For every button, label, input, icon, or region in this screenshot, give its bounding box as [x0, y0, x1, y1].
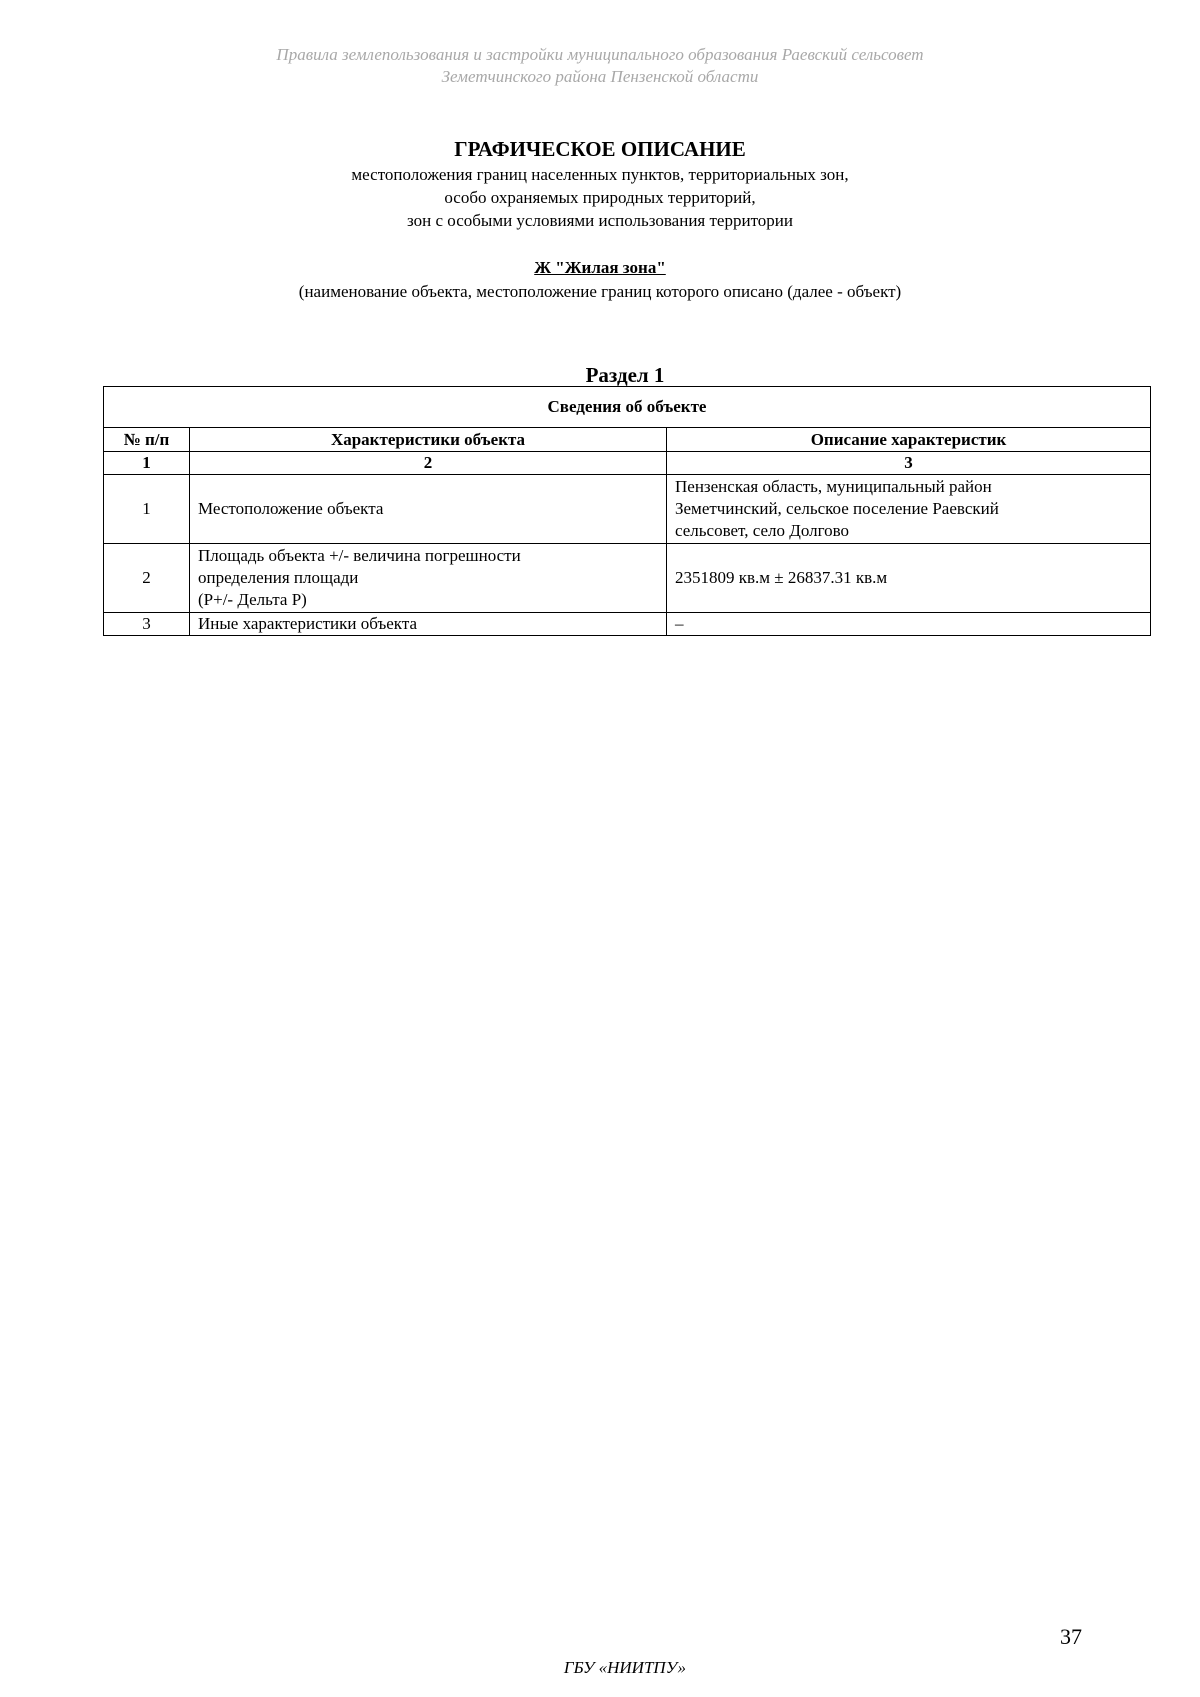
- document-subtitle: [0, 163, 1200, 232]
- row-description: [667, 613, 1151, 636]
- section-title: Раздел 1: [585, 363, 665, 387]
- index-cell-1: 1: [104, 452, 190, 475]
- table-header-row: [104, 428, 1151, 452]
- table-row: [104, 544, 1151, 613]
- row-description: [667, 544, 1151, 613]
- row-number: 1: [104, 475, 190, 544]
- running-header: [0, 44, 1200, 88]
- row-characteristic: [190, 544, 667, 613]
- row-number: 2: [104, 544, 190, 613]
- table-title-row: [104, 387, 1151, 428]
- table-index-row: [104, 452, 1151, 475]
- running-header-line-1: Правила землепользования и застройки муниципального образования Раевский сельсовет: [276, 45, 924, 64]
- index-cell-3: 3: [667, 452, 1151, 475]
- subtitle-line-1: местоположения границ населенных пунктов, территориальных зон,: [351, 165, 849, 184]
- row-characteristic-line: (P+/- Дельта P): [198, 590, 307, 609]
- table-row: [104, 475, 1151, 544]
- row-description: [667, 475, 1151, 544]
- table-title: Сведения об объекте: [104, 387, 1151, 428]
- header-characteristics: Характеристики объекта: [190, 428, 667, 452]
- row-characteristic-line: Местоположение объекта: [198, 499, 384, 518]
- running-header-line-2: Земетчинского района Пензенской области: [441, 67, 759, 86]
- row-number: 3: [104, 613, 190, 636]
- table-row: [104, 613, 1151, 636]
- row-characteristic-line: Площадь объекта +/- величина погрешности: [198, 546, 521, 565]
- row-description-line: Пензенская область, муниципальный район: [675, 477, 992, 496]
- object-name-caption: (наименование объекта, местоположение границ которого описано (далее - объект): [298, 282, 902, 301]
- row-description-line: 2351809 кв.м ± 26837.31 кв.м: [675, 568, 888, 587]
- page-number: 37: [1060, 1624, 1082, 1649]
- index-cell-2: 2: [190, 452, 667, 475]
- document-title: ГРАФИЧЕСКОЕ ОПИСАНИЕ: [454, 137, 746, 161]
- row-characteristic-line: Иные характеристики объекта: [198, 614, 418, 633]
- header-description: Описание характеристик: [667, 428, 1151, 452]
- object-name: Ж "Жилая зона": [534, 258, 666, 277]
- subtitle-line-3: зон с особыми условиями использования территории: [407, 211, 793, 230]
- object-info-table: [103, 386, 1151, 636]
- row-description-line: сельсовет, село Долгово: [675, 521, 850, 540]
- row-characteristic-line: определения площади: [198, 568, 359, 587]
- row-description-line: –: [675, 614, 684, 633]
- header-number: № п/п: [104, 428, 190, 452]
- row-description-line: Земетчинский, сельское поселение Раевский: [675, 499, 999, 518]
- row-characteristic: [190, 475, 667, 544]
- row-characteristic: [190, 613, 667, 636]
- page-footer: ГБУ «НИИТПУ»: [563, 1658, 687, 1677]
- subtitle-line-2: особо охраняемых природных территорий,: [444, 188, 756, 207]
